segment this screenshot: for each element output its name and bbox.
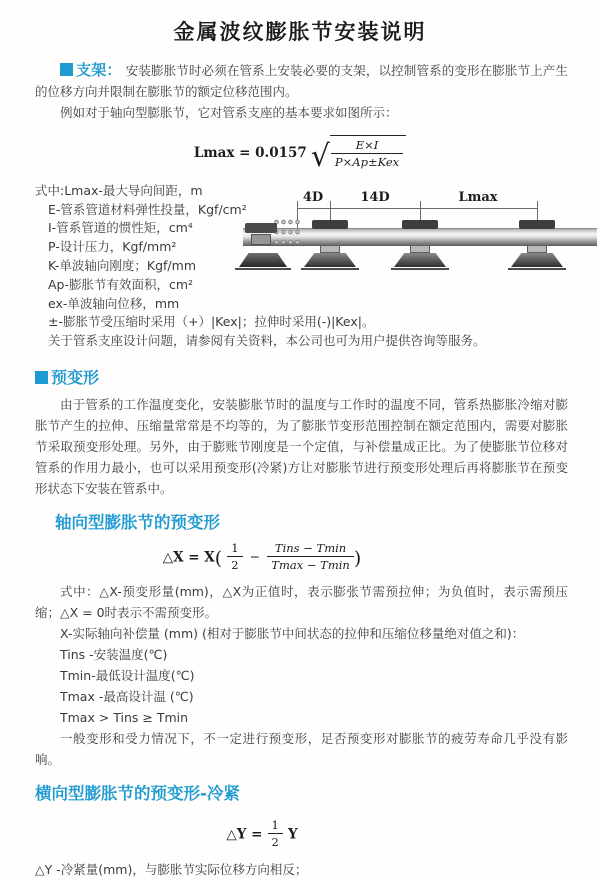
variable-line: Ap-膨胀节有效面积，cm² <box>48 276 194 292</box>
axial-formula <box>0 541 562 573</box>
lateral-formula-lhs: △Y = <box>226 826 263 843</box>
lmax-formula-denominator: P×Ap±Kex <box>334 155 400 170</box>
sqrt-radical <box>310 135 406 174</box>
variable-line: E-管系管道材料弹性投量，Kgf/cm² <box>48 201 247 217</box>
one-half-fraction: $\frac{1}{2}$ <box>268 818 283 850</box>
lmax-formula-numerator: E×I <box>331 138 403 154</box>
variable-line: K-单波轴向刚度；Kgf/mm <box>48 257 196 273</box>
support-intro-paragraph <box>0 60 600 102</box>
axial-formula-lhs: △X = X <box>162 549 215 566</box>
variable-line: ex-单波轴向位移，mm <box>48 295 180 311</box>
pipe-support-diagram <box>243 190 597 290</box>
axial-explain-paragraph: 式中：△X-预变形量(mm)，△X为正值时，表示膨张节需预拉伸；为负值时，表示需预压缩；△X = 0时表示不需预变形。 <box>35 583 568 620</box>
variable-line: I-管系管道的惯性矩，cm⁴ <box>48 220 193 236</box>
lateral-note: △Y -冷紧量(mm)，与膨胀节实际位移方向相反； <box>35 862 308 878</box>
minus-operator: − <box>249 549 261 565</box>
lateral-formula <box>0 818 562 850</box>
axial-sub-heading: 轴向型膨胀节的预变形 <box>55 512 220 532</box>
variable-line: 式中:Lmax-最大导向间距，m <box>35 182 203 198</box>
axial-line: Tmax -最高设计温 (℃) <box>60 688 194 704</box>
support-example-paragraph: 例如对于轴向型膨胀节，它对管系支座的基本要求如图所示： <box>60 105 398 120</box>
radical-sign-icon: √ <box>310 138 330 174</box>
pipe-support <box>300 190 360 290</box>
temperature-fraction: $\frac{\text{Tins − Tmin}}{Tmax - Tmin}$ <box>267 541 354 573</box>
anchor-support <box>233 190 293 290</box>
lateral-sub-heading: 横向型膨胀节的预变形-冷紧 <box>35 783 240 803</box>
dim-label-4d: 4D <box>302 190 324 205</box>
blue-square-icon <box>35 371 48 384</box>
axial-line: X-实际轴向补偿量 (mm) (相对于膨胀节中间状态的拉伸和压缩位移量绝对值之和)： <box>60 625 525 641</box>
pipe-support <box>507 190 567 290</box>
axial-line: Tins -安装温度(℃) <box>60 646 168 662</box>
blue-square-icon <box>60 63 73 76</box>
one-half-fraction: $\frac{1}{2}$ <box>227 541 242 573</box>
page-title: 金属波纹膨胀节安装说明 <box>173 20 427 44</box>
variable-line: ±-膨胀节受压缩时采用（+）|Kex|；拉伸时采用(-)|Kex|。 <box>48 314 375 330</box>
predeform-body-paragraph: 由于管系的工作温度变化，安装膨胀节时的温度与工作时的温度不同，管系热膨胀冷缩对膨胀节产生的拉伸、压缩量常常是不均等的，为了膨胀节变形范围控制在额定范围内，需要对膨胀节采取预变形处理。另外，由于膨账节刚度是一个定值，与补偿量成正比。为了使膨胀节位移对管系的作用力最小，也可以采用预变形(冷紧)方让对膨胀节进行预变形处理后再将膨胀节在预变形状态下安装在管系中。 <box>35 396 568 496</box>
lmax-formula-lhs: Lmax = 0.0157 <box>193 144 307 161</box>
lmax-formula <box>0 135 600 174</box>
support-section-heading <box>60 61 122 79</box>
predeform-section-heading <box>0 365 600 388</box>
lateral-formula-rhs: Y <box>287 826 298 843</box>
axial-line: Tmax > Tins ≥ Tmin <box>60 709 189 725</box>
right-paren: ) <box>353 547 362 570</box>
left-paren: ( <box>214 547 223 570</box>
dim-label-14d: 14D <box>360 190 390 205</box>
support-intro-text: 安装膨胀节时必须在管系上安装必要的支架，以控制管系的变形在膨胀节上产生的位移方向并限制在膨胀节的额定位移范围内。 <box>35 63 568 99</box>
support-heading-label: 支架： <box>76 61 122 79</box>
pipe-support <box>390 190 450 290</box>
axial-line: 一般变形和受力情况下，不一定进行预变形，足否预变形对膨胀节的疲劳寿命几乎没有影响。 <box>35 730 568 767</box>
axial-line: Tmin-最低设计温度(℃) <box>60 667 195 683</box>
variable-line: P-设计压力，Kgf/mm² <box>48 239 177 255</box>
dim-label-lmax: Lmax <box>458 190 498 205</box>
variable-line: 关于管系支座设计问题，请参阅有关资料，本公司也可为用户提供咨询等服务。 <box>48 333 486 349</box>
predeform-heading-label: 预变形 <box>51 367 100 387</box>
